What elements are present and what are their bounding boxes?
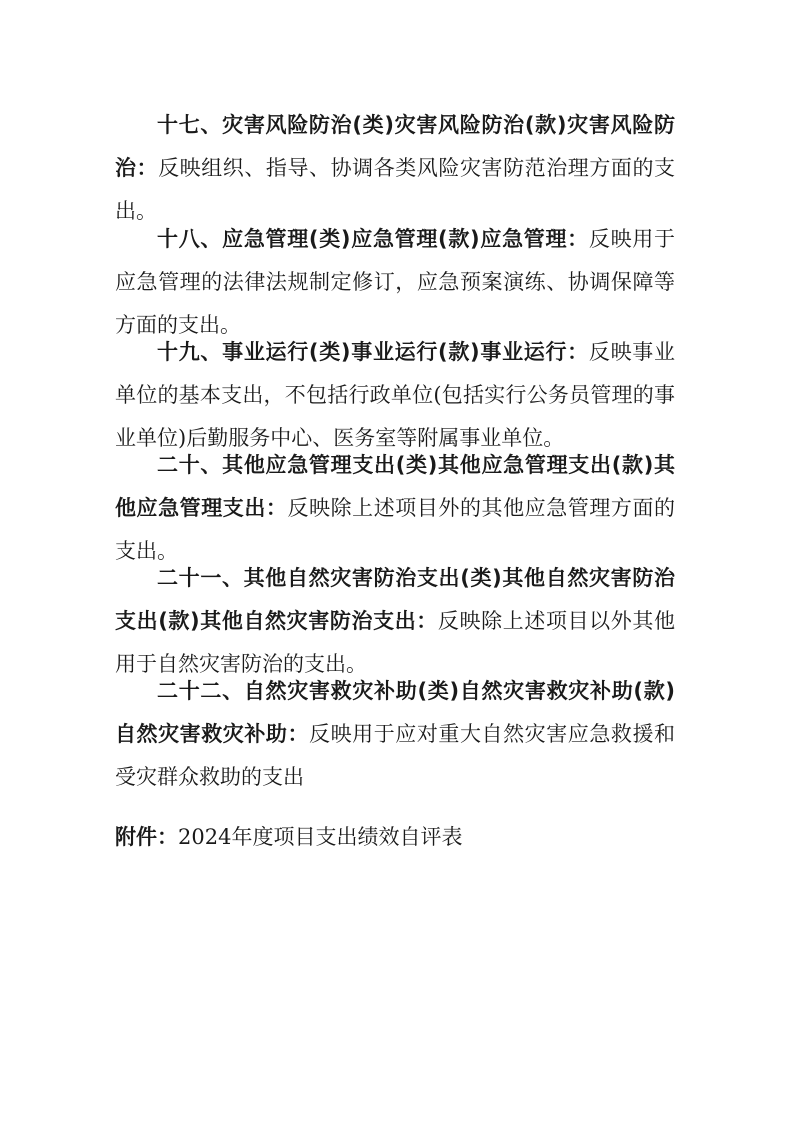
paragraph-heading: 十八、应急管理(类)应急管理(款)应急管理： [157,227,589,251]
attachment-text: 2024年度项目支出绩效自评表 [178,825,463,849]
paragraph-other-emergency-management [115,444,675,573]
paragraph-other-natural-disaster-prevention [115,557,675,686]
paragraph-disaster-risk-prevention [115,104,675,233]
paragraph-body: 反映除上述项目以外其他用于自然灾害防治的支出。 [115,609,675,676]
attachment-label: 附件： [115,825,178,849]
attachment-line [115,817,462,857]
paragraph-heading: 二十、其他应急管理支出(类)其他应急管理支出(款)其他应急管理支出： [115,453,675,520]
paragraph-body: 反映组织、指导、协调各类风险灾害防范治理方面的支出。 [115,156,676,223]
paragraph-body: 反映事业单位的基本支出，不包括行政单位(包括实行公务员管理的事业单位)后勤服务中心、医务室等附属事业单位。 [115,340,676,450]
paragraph-body: 反映除上述项目外的其他应急管理方面的支出。 [115,496,676,563]
paragraph-heading: 十七、灾害风险防治(类)灾害风险防治(款)灾害风险防治： [115,113,675,180]
paragraph-heading: 二十二、自然灾害救灾补助(类)自然灾害救灾补助(款)自然灾害救灾补助： [115,679,675,746]
paragraph-body: 反映用于应对重大自然灾害应急救援和受灾群众救助的支出 [115,722,676,789]
paragraph-body: 反映用于应急管理的法律法规制定修订，应急预案演练、协调保障等方面的支出。 [115,227,676,337]
paragraph-heading: 十九、事业运行(类)事业运行(款)事业运行： [157,340,589,364]
paragraph-natural-disaster-relief [115,670,675,799]
paragraph-emergency-management [115,218,675,347]
paragraph-institution-operation [115,331,675,460]
paragraph-heading: 二十一、其他自然灾害防治支出(类)其他自然灾害防治支出(款)其他自然灾害防治支出： [115,566,675,633]
